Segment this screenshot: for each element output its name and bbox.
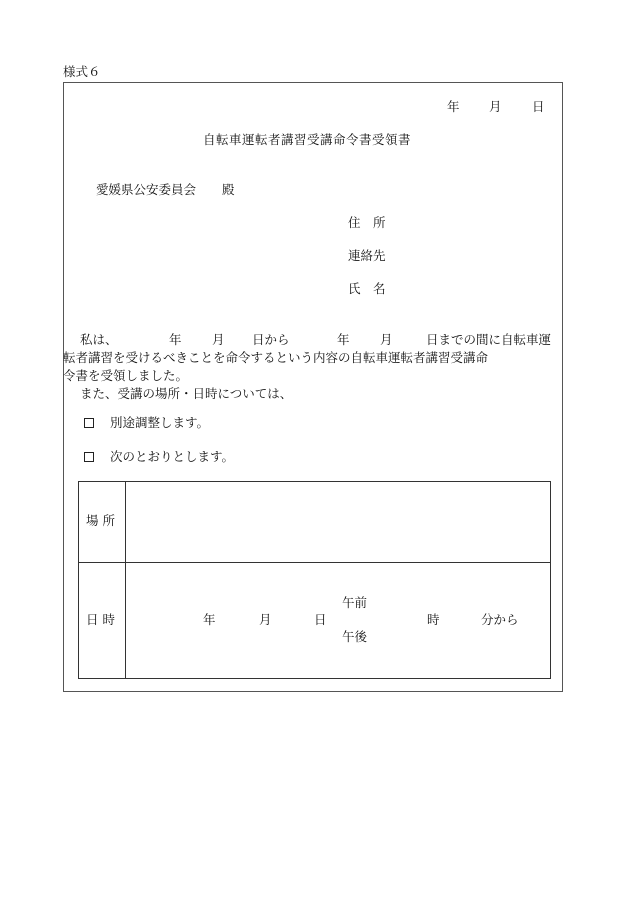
statement-text: 転者講習を受けるべきことを命令するという内容の自転車運転者講習受講命 <box>63 350 489 365</box>
statement-text: 令書を受領しました。 <box>63 368 189 383</box>
statement-month-b: 月 <box>380 332 393 347</box>
statement-line-4 <box>63 385 560 403</box>
place-row-label: 場 所 <box>86 513 115 528</box>
date-year-label: 年 <box>447 99 460 114</box>
table-divider-horizontal <box>79 562 550 563</box>
statement-end: 日までの間に自転車運 <box>426 332 552 347</box>
datetime-month-label: 月 <box>259 612 272 627</box>
datetime-am-label: 午前 <box>342 595 368 610</box>
datetime-year-label: 年 <box>203 612 216 627</box>
option-as-follows-checkbox[interactable] <box>84 452 94 462</box>
statement-line-3 <box>63 367 560 385</box>
statement-year-b: 年 <box>337 332 350 347</box>
name-field-label: 氏 名 <box>348 281 386 296</box>
document-title: 自転車運転者講習受講命令書受領書 <box>203 132 412 147</box>
statement-start: 私は、 <box>80 332 118 347</box>
date-month-label: 月 <box>489 99 502 114</box>
form-number-label: 様式６ <box>63 64 101 79</box>
statement-line-2 <box>63 349 560 367</box>
option-separately-checkbox[interactable] <box>84 418 94 428</box>
statement-month-a: 月 <box>212 332 225 347</box>
datetime-row-label: 日 時 <box>86 612 115 627</box>
addressee-name: 愛媛県公安委員会 <box>96 182 197 197</box>
addressee-honorific: 殿 <box>222 182 235 197</box>
statement-day-a: 日から <box>252 332 290 347</box>
date-day-label: 日 <box>532 99 545 114</box>
table-divider-vertical <box>125 482 126 678</box>
statement-year-a: 年 <box>169 332 182 347</box>
statement-text: また、受講の場所・日時については、 <box>80 386 293 401</box>
place-input-area[interactable] <box>127 485 547 557</box>
datetime-hour-label: 時 <box>427 612 440 627</box>
datetime-minute-label: 分から <box>481 612 519 627</box>
statement-line-1 <box>63 331 560 349</box>
datetime-pm-label: 午後 <box>342 629 368 644</box>
option-separately-label: 別途調整します。 <box>110 415 210 430</box>
option-as-follows-label: 次のとおりとします。 <box>110 449 235 464</box>
datetime-day-label: 日 <box>314 612 327 627</box>
address-field-label: 住 所 <box>348 215 386 230</box>
contact-field-label: 連絡先 <box>348 248 386 263</box>
